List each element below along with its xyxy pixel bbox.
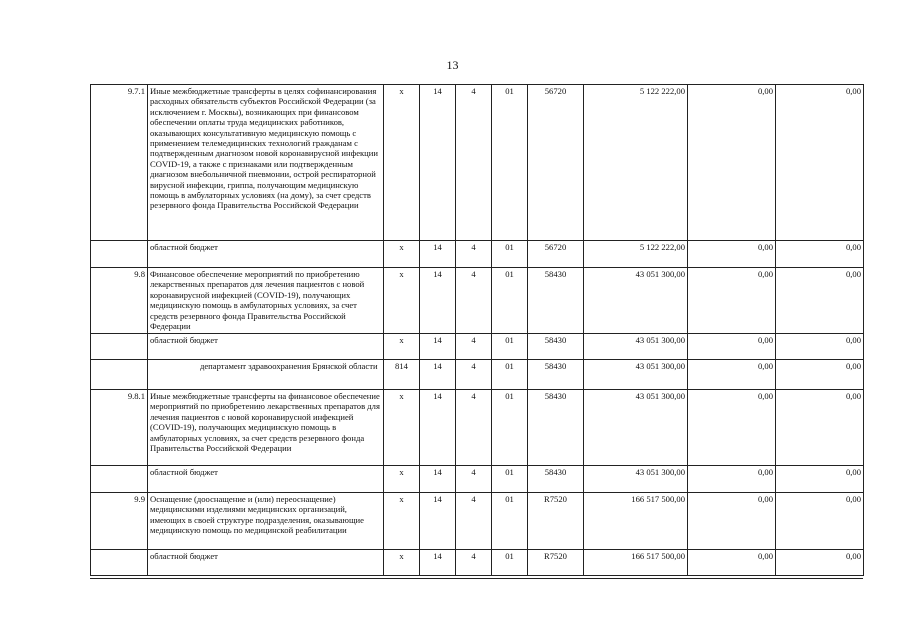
table-row (91, 390, 864, 466)
table-row (91, 334, 864, 360)
row-sum-1: 166 517 500,00 (584, 493, 688, 550)
table-bottom-rule (90, 578, 863, 579)
row-podrazdel: 4 (456, 550, 492, 576)
row-name: областной бюджет (148, 241, 384, 268)
row-grbs: x (384, 241, 420, 268)
row-code: 9.8.1 (91, 390, 148, 466)
row-sum-3: 0,00 (776, 334, 864, 360)
table-row (91, 550, 864, 576)
row-name: Оснащение (дооснащение и (или) переоснащение) медицинскими изделиями медицинских организаций, имеющих в своей структуре подразделения, оказывающие медицинскую помощь по медицинской реабилитации (148, 493, 384, 550)
row-sum-2: 0,00 (688, 241, 776, 268)
row-vr: R7520 (528, 550, 584, 576)
row-csr: 01 (492, 360, 528, 390)
table-row (91, 268, 864, 334)
row-csr: 01 (492, 550, 528, 576)
row-razdel: 14 (420, 85, 456, 241)
row-podrazdel: 4 (456, 85, 492, 241)
row-sum-3: 0,00 (776, 85, 864, 241)
row-sum-3: 0,00 (776, 268, 864, 334)
table-row (91, 360, 864, 390)
row-grbs: x (384, 466, 420, 493)
row-sum-2: 0,00 (688, 390, 776, 466)
row-sum-1: 5 122 222,00 (584, 85, 688, 241)
row-sum-2: 0,00 (688, 550, 776, 576)
row-sum-3: 0,00 (776, 493, 864, 550)
row-name: областной бюджет (148, 334, 384, 360)
row-code: 9.7.1 (91, 85, 148, 241)
row-csr: 01 (492, 390, 528, 466)
row-name: департамент здравоохранения Брянской области (148, 360, 384, 390)
row-razdel: 14 (420, 334, 456, 360)
row-name: Иные межбюджетные трансферты на финансовое обеспечение мероприятий по приобретению лекарственных препаратов для лечения пациентов с новой коронавирусной инфекцией (COVID-19), получающих медицинскую помощь в амбулаторных условиях, за счет средств резервного фонда Правительства Российской Федерации (148, 390, 384, 466)
row-code (91, 241, 148, 268)
row-code (91, 550, 148, 576)
row-sum-1: 43 051 300,00 (584, 390, 688, 466)
table-row (91, 241, 864, 268)
row-sum-1: 43 051 300,00 (584, 360, 688, 390)
row-code: 9.8 (91, 268, 148, 334)
row-sum-3: 0,00 (776, 360, 864, 390)
row-sum-3: 0,00 (776, 390, 864, 466)
row-vr: 56720 (528, 241, 584, 268)
budget-table (90, 84, 864, 576)
row-grbs: x (384, 334, 420, 360)
row-sum-3: 0,00 (776, 466, 864, 493)
row-vr: 58430 (528, 268, 584, 334)
row-csr: 01 (492, 466, 528, 493)
row-csr: 01 (492, 334, 528, 360)
table-row (91, 85, 864, 241)
row-code: 9.9 (91, 493, 148, 550)
row-grbs: x (384, 390, 420, 466)
row-podrazdel: 4 (456, 360, 492, 390)
row-grbs: 814 (384, 360, 420, 390)
row-podrazdel: 4 (456, 390, 492, 466)
page-number: 13 (446, 58, 459, 72)
table-row (91, 493, 864, 550)
row-code (91, 334, 148, 360)
row-csr: 01 (492, 493, 528, 550)
row-csr: 01 (492, 241, 528, 268)
row-code (91, 466, 148, 493)
row-sum-2: 0,00 (688, 360, 776, 390)
row-sum-2: 0,00 (688, 85, 776, 241)
row-name: Иные межбюджетные трансферты в целях софинансирования расходных обязательств субъектов Российской Федерации (за исключением г. Москвы), возникающих при финансовом обеспечении оплаты труда медицинских работников, оказывающих консультативную медицинскую помощь с применением телемедицинских технологий гражданам с подтвержденным диагнозом новой коронавирусной инфекции COVID-19, а также с признаками или подтвержденным диагнозом внебольничной пневмонии, острой респираторной вирусной инфекции, гриппа, получающим медицинскую помощь в амбулаторных условиях (на дому), за счет средств резервного фонда Правительства Российской Федерации (148, 85, 384, 241)
row-sum-2: 0,00 (688, 334, 776, 360)
row-podrazdel: 4 (456, 241, 492, 268)
row-name: областной бюджет (148, 466, 384, 493)
row-csr: 01 (492, 268, 528, 334)
row-csr: 01 (492, 85, 528, 241)
row-sum-3: 0,00 (776, 550, 864, 576)
row-sum-3: 0,00 (776, 241, 864, 268)
row-sum-1: 43 051 300,00 (584, 268, 688, 334)
row-podrazdel: 4 (456, 268, 492, 334)
row-razdel: 14 (420, 360, 456, 390)
row-grbs: x (384, 85, 420, 241)
row-podrazdel: 4 (456, 334, 492, 360)
row-razdel: 14 (420, 550, 456, 576)
row-vr: 58430 (528, 360, 584, 390)
row-sum-2: 0,00 (688, 466, 776, 493)
row-grbs: x (384, 268, 420, 334)
table-row (91, 466, 864, 493)
row-sum-1: 5 122 222,00 (584, 241, 688, 268)
row-razdel: 14 (420, 466, 456, 493)
row-vr: R7520 (528, 493, 584, 550)
row-sum-1: 43 051 300,00 (584, 334, 688, 360)
row-vr: 58430 (528, 334, 584, 360)
row-vr: 58430 (528, 466, 584, 493)
row-sum-2: 0,00 (688, 268, 776, 334)
row-code (91, 360, 148, 390)
row-razdel: 14 (420, 268, 456, 334)
row-vr: 56720 (528, 85, 584, 241)
row-razdel: 14 (420, 493, 456, 550)
row-sum-2: 0,00 (688, 493, 776, 550)
row-grbs: x (384, 493, 420, 550)
row-podrazdel: 4 (456, 493, 492, 550)
row-sum-1: 43 051 300,00 (584, 466, 688, 493)
row-razdel: 14 (420, 241, 456, 268)
row-name: Финансовое обеспечение мероприятий по приобретению лекарственных препаратов для лечения пациентов с новой коронавирусной инфекцией (COVID-19), получающих медицинскую помощь в амбулаторных условиях, за счет средств резервного фонда Правительства Российской Федерации (148, 268, 384, 334)
row-name: областной бюджет (148, 550, 384, 576)
row-sum-1: 166 517 500,00 (584, 550, 688, 576)
row-podrazdel: 4 (456, 466, 492, 493)
row-vr: 58430 (528, 390, 584, 466)
row-grbs: x (384, 550, 420, 576)
row-razdel: 14 (420, 390, 456, 466)
